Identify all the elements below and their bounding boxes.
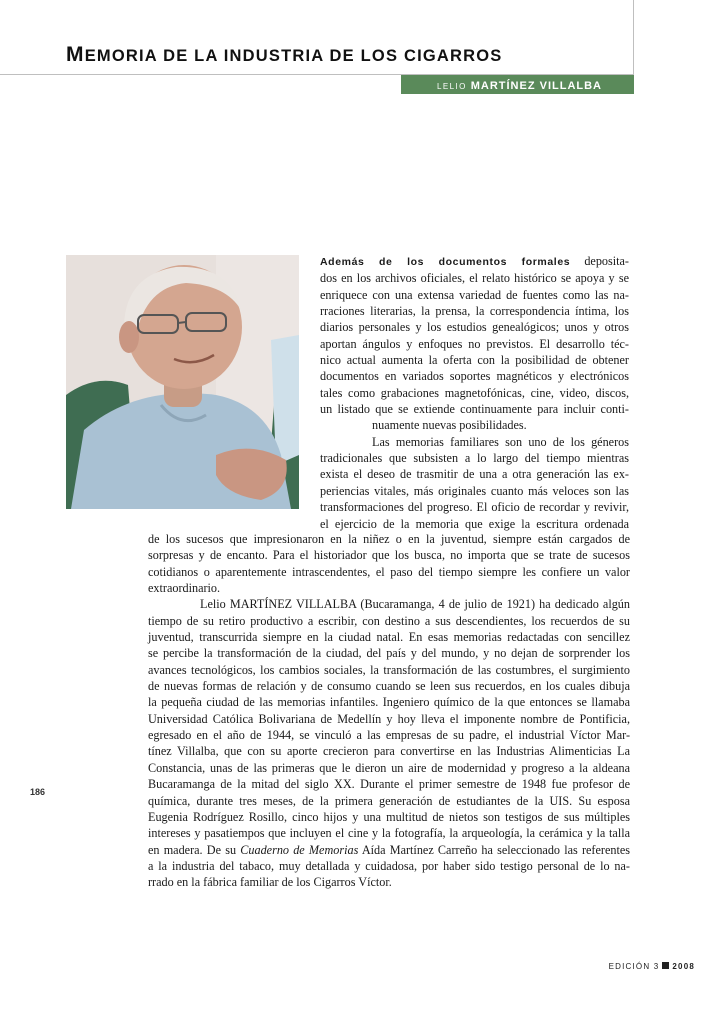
author-band: [401, 75, 634, 94]
text-line: documentos en variados soportes magnéticos y electrónicos: [320, 369, 629, 384]
author-first-name: LELIO: [437, 82, 467, 91]
footer-edition: [609, 962, 695, 971]
title-initial: M: [66, 43, 85, 66]
text-line: sorpresas y de encanto. Para el historiador que los busca, no importa que se trate de sucesos: [148, 548, 630, 563]
text-line: juventud, transcurrida siempre en la ciudad natal. En esas memorias redactadas con sencillez: [148, 630, 630, 645]
opening-column: [320, 253, 629, 532]
page-title: [66, 43, 502, 67]
text-line: a la industria del tabaco, muy detallada y cuidadosa, por haber sido testigo personal de lo na-: [148, 858, 630, 873]
text-line: dos en los archivos oficiales, el relato histórico se apoya y se: [320, 271, 629, 286]
text-line: la pequeña ciudad de las memorias infantiles. Ingeniero químico de la que entonces se llamaba: [148, 695, 630, 710]
page-number: 186: [30, 787, 46, 797]
text-line: Constancia, unas de las primeras que le dieron un aire de modernidad y progreso a la aldeana: [148, 760, 630, 775]
edition-year: 2008: [672, 962, 695, 971]
main-text: [148, 531, 630, 891]
text-line: Bucaramanga de la mitad del siglo XX. Durante el primer semestre de 1948 fue profesor de: [148, 777, 630, 792]
text-line: exista el deseo de trasmitir de una a otra generación las ex-: [320, 467, 629, 482]
author-photo: [66, 255, 299, 509]
text-line: tiempo de su retiro productivo a escribir, con destino a sus descendientes, los recuerdos de su: [148, 613, 630, 628]
text-line: el ejercicio de la memoria que exige la escritura ordenada: [320, 516, 629, 531]
text-line: aportan ángulos y enfoques no previstos. El desarrollo téc-: [320, 336, 629, 351]
text-line: nico actual aumenta la oferta con la posibilidad de obtener: [320, 353, 629, 368]
lead-small-caps: Además de los documentos formales: [320, 256, 571, 268]
text-line: tradicionales que subsisten a lo largo del tiempo mientras: [320, 451, 629, 466]
text-line: Las memorias familiares son uno de los géneros: [372, 434, 629, 449]
text-line: de los sucesos que impresionaron en la niñez o en la juventud, siempre están cargados de: [148, 532, 630, 546]
text-line: diarios personales y los estudios genealógicos; unos y otros: [320, 320, 629, 335]
text-line: se percibe la transformación de la ciudad, del país y del mundo, y no dejan de sorprender los: [148, 646, 630, 661]
text-line: nuamente nuevas posibilidades.: [372, 418, 527, 433]
portrait-illustration: [66, 255, 299, 509]
text-line: en madera. De su Cuaderno de Memorias Aída Martínez Carreño ha seleccionado las referentes: [148, 842, 630, 857]
text-line: rraciones literarias, la prensa, la correspondencia íntima, los: [320, 304, 629, 319]
text-line: de nuevas formas de relación y de consumo cuando se leen sus recuerdos, en los cuales dibuja: [148, 679, 630, 694]
text-line: tínez Villalba, que con su aporte crecieron para convertirse en las Industrias Alimenticias La: [148, 744, 630, 759]
text-line: un listado que se extiende continuamente para incluir conti-: [320, 402, 629, 417]
square-separator-icon: [662, 962, 669, 969]
text-line: tales como grabaciones magnetofónicas, cine, video, discos,: [320, 385, 629, 400]
text-line: Además de los documentos formales deposita-: [320, 254, 629, 268]
text-line: química, durante tres meses, de la primera generación de estudiantes de la UIS. Su esposa: [148, 793, 630, 808]
text-line: periencias vitales, más originales cuanto más veloces son las: [320, 483, 629, 498]
edition-label: EDICIÓN 3: [608, 962, 660, 971]
text-line: Eugenia Rodríguez Rosillo, cinco hijos y una multitud de nietos son testigos de sus múltiples: [148, 809, 630, 824]
text-line: extraordinario.: [148, 581, 221, 596]
title-rest: EMORIA DE LA INDUSTRIA DE LOS CIGARROS: [84, 47, 503, 65]
text-line: egresado en el año de 1944, se vinculó a las empresas de su padre, el industrial Víctor Mar-: [148, 728, 630, 743]
book-title: Cuaderno de Memorias: [240, 842, 359, 857]
text-line: Universidad Católica Bolivariana de Medellín y hoy lleva el imponente nombre de Pontificia,: [148, 711, 630, 726]
text-line: transformaciones del progreso. El oficio de recordar y revivir,: [320, 500, 629, 515]
text-line: enriquece con una extensa variedad de fuentes como las na-: [320, 287, 629, 302]
text-line: avances tecnológicos, los cambios sociales, la transformación de las costumbres, el surgimiento: [148, 662, 630, 677]
text-line: Lelio MARTÍNEZ VILLALBA (Bucaramanga, 4 de julio de 1921) ha dedicado algún: [200, 597, 630, 612]
text-line: intereses y pasatiempos que incluyen el cine y la fotografía, la arqueología, la cerámica y la talla: [148, 826, 630, 841]
text-line: rrado en la fábrica familiar de los Cigarros Víctor.: [148, 875, 392, 890]
text-line: cotidianos o aparentemente intrascendentes, el paso del tiempo siempre les confiere un valor: [148, 564, 630, 579]
author-last-name: MARTÍNEZ VILLALBA: [470, 80, 602, 92]
